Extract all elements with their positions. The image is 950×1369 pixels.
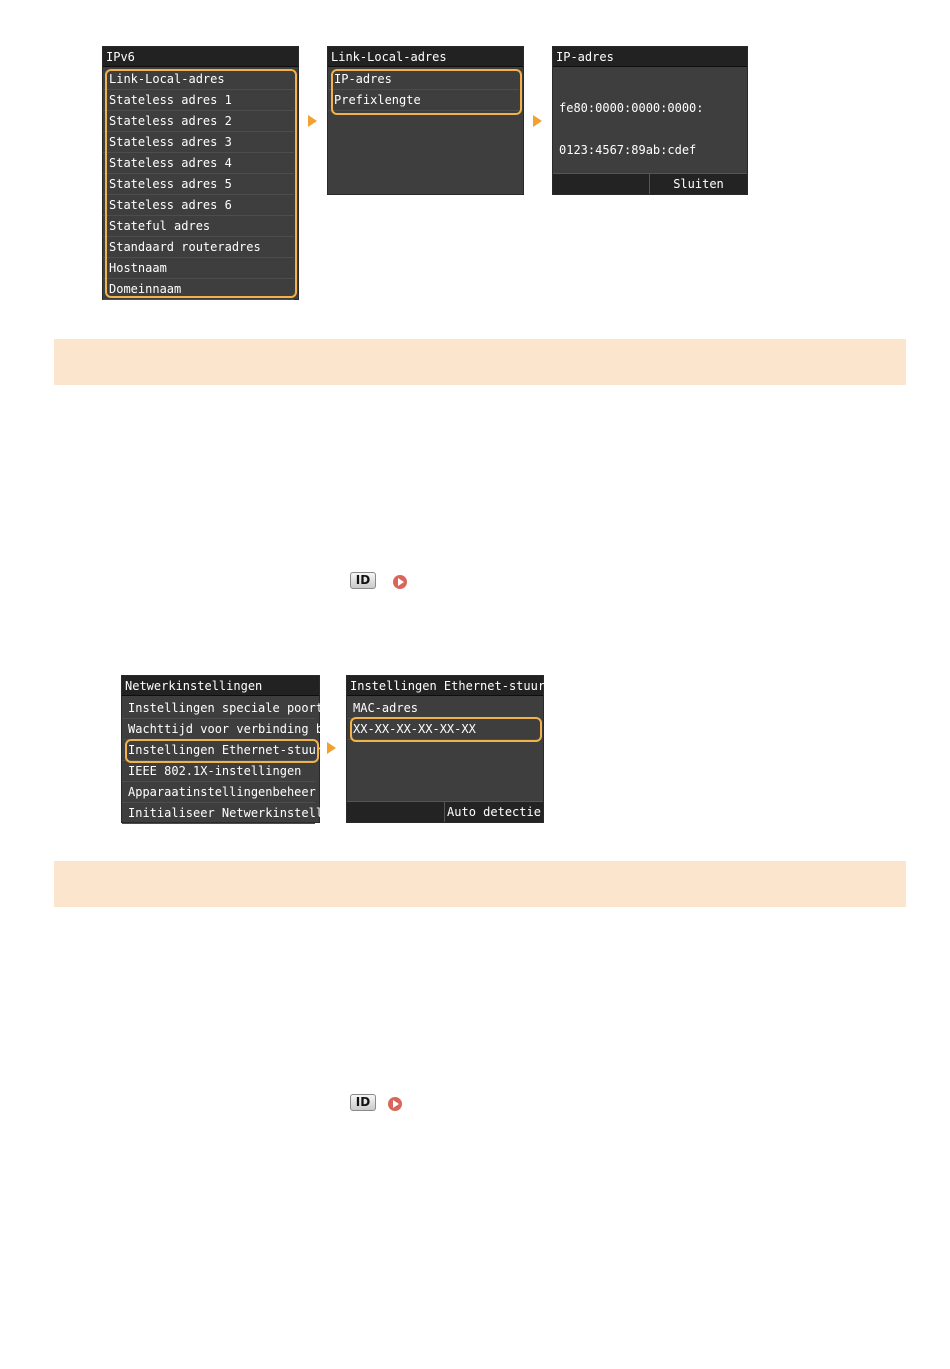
auto-detect-button[interactable]: Auto detectie [444, 802, 543, 822]
menu-item-domeinnaam[interactable]: Domeinnaam [103, 279, 294, 300]
menu-item-prefixlengte[interactable]: Prefixlengte [328, 90, 519, 111]
id-key-icon: ID [350, 1094, 376, 1111]
menu-item-stateless-adres-1[interactable]: Stateless adres 1 [103, 90, 294, 111]
ip-address-line-2: 0123:4567:89ab:cdef [559, 143, 697, 157]
ip-address-value [559, 73, 704, 185]
screen-footer [553, 173, 747, 194]
next-arrow-icon [327, 742, 336, 754]
section-header-band [54, 861, 906, 907]
network-settings-screen [121, 675, 345, 823]
mac-address-value: XX-XX-XX-XX-XX-XX [347, 719, 539, 740]
menu-item-apparaatinstellingenbeheer[interactable]: Apparaatinstellingenbeheer Aan [122, 782, 315, 803]
ethernet-screen [346, 675, 574, 823]
menu-item-hostnaam[interactable]: Hostnaam [103, 258, 294, 279]
next-arrow-icon [533, 115, 542, 127]
ipv6-screen [102, 46, 299, 300]
menu-item-ip-adres[interactable]: IP-adres [328, 69, 519, 90]
menu-item-instellingen-speciale-poort[interactable]: Instellingen speciale poort [122, 698, 315, 719]
section-header-band [54, 339, 906, 385]
link-local-screen [327, 46, 524, 195]
next-arrow-icon [308, 115, 317, 127]
menu-item-link-local-adres[interactable]: Link-Local-adres [103, 69, 294, 90]
menu-item-stateless-adres-6[interactable]: Stateless adres 6 [103, 195, 294, 216]
menu-item-ieee-8021x[interactable]: IEEE 802.1X-instellingen [122, 761, 315, 782]
go-arrow-icon[interactable] [393, 575, 407, 589]
menu-item-stateless-adres-4[interactable]: Stateless adres 4 [103, 153, 294, 174]
ip-address-screen-title: IP-adres [553, 47, 747, 67]
menu-item-stateful-adres[interactable]: Stateful adres [103, 216, 294, 237]
menu-item-stateless-adres-5[interactable]: Stateless adres 5 [103, 174, 294, 195]
menu-item-instellingen-ethernet[interactable]: Instellingen Ethernet-stuurpro [122, 740, 315, 761]
menu-item-initialiseer-netwerkinstelling[interactable]: Initialiseer Netwerkinstelling [122, 803, 315, 824]
ip-address-line-1: fe80:0000:0000:0000: [559, 101, 704, 115]
network-settings-screen-title: Netwerkinstellingen [122, 676, 319, 696]
menu-item-standaard-routeradres[interactable]: Standaard routeradres [103, 237, 294, 258]
menu-item-stateless-adres-2[interactable]: Stateless adres 2 [103, 111, 294, 132]
ip-address-screen [552, 46, 748, 195]
menu-item-stateless-adres-3[interactable]: Stateless adres 3 [103, 132, 294, 153]
menu-item-mac-adres[interactable]: MAC-adres [347, 698, 539, 719]
screen-footer [347, 801, 543, 822]
menu-item-wachttijd-voor-verbinding[interactable]: Wachttijd voor verbinding bij [122, 719, 315, 740]
ipv6-screen-title: IPv6 [103, 47, 298, 67]
ethernet-screen-title: Instellingen Ethernet-stuurprog [347, 676, 543, 696]
close-button[interactable]: Sluiten [649, 174, 747, 194]
link-local-screen-title: Link-Local-adres [328, 47, 523, 67]
id-key-icon: ID [350, 572, 376, 589]
go-arrow-icon[interactable] [388, 1097, 402, 1111]
